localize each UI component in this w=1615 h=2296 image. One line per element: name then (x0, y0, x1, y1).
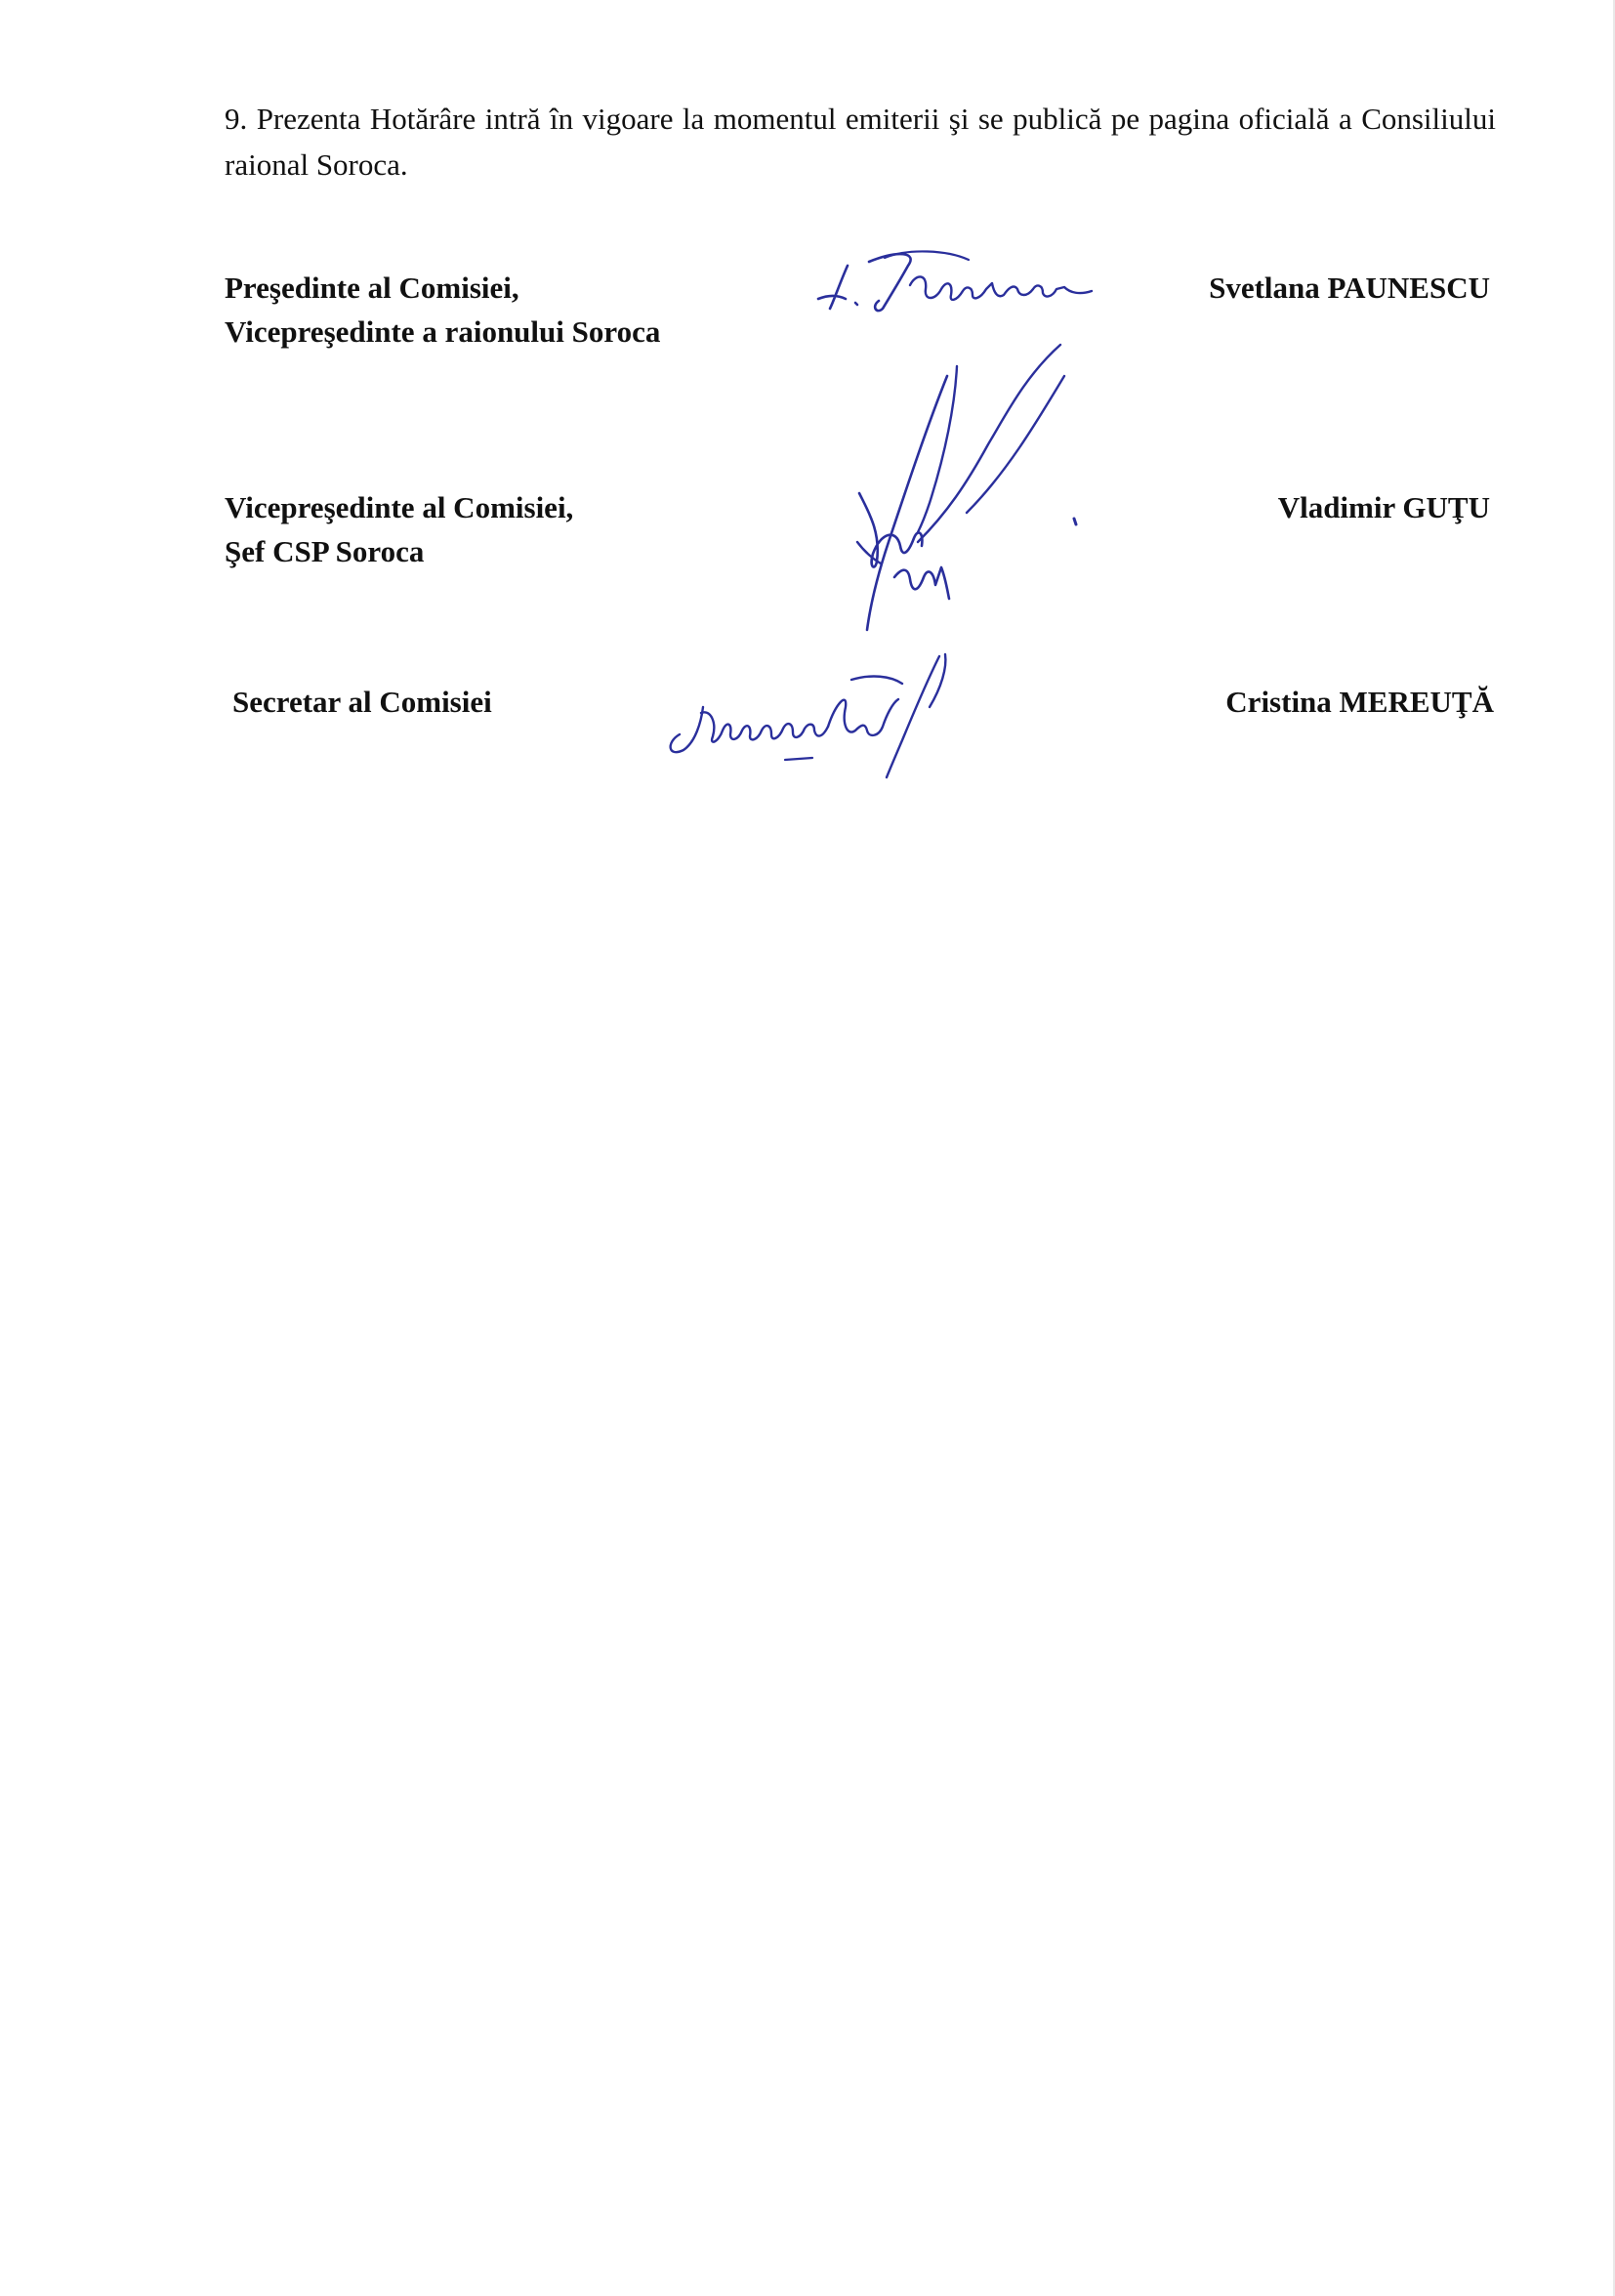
signatory-2-role-line1: Vicepreşedinte al Comisiei, (225, 490, 574, 524)
signatory-2-role (225, 485, 573, 573)
signature-2-handwritten (820, 337, 1103, 640)
signatory-1-role-line2: Vicepreşedinte a raionului Soroca (225, 314, 661, 349)
signatory-3-name: Cristina MEREUŢĂ (1225, 685, 1494, 719)
signatory-2-role-line2: Şef CSP Soroca (225, 534, 425, 568)
signatory-1-role-line1: Preşedinte al Comisiei, (225, 271, 519, 305)
signatory-2-name: Vladimir GUŢU (1277, 490, 1490, 524)
signatory-1-name: Svetlana PAUNESCU (1209, 271, 1490, 305)
signatory-3-role-line1: Secretar al Comisiei (232, 685, 492, 719)
signature-3-handwritten (656, 645, 969, 781)
signature-1-handwritten (801, 244, 1113, 322)
signatory-3-role (232, 680, 492, 724)
signatory-1-role (225, 266, 660, 354)
decision-item-9: 9. Prezenta Hotărâre intră în vigoare la momentul emiterii şi se publică pe pagina oficială a Consiliului raional Soroca. (225, 102, 1496, 182)
